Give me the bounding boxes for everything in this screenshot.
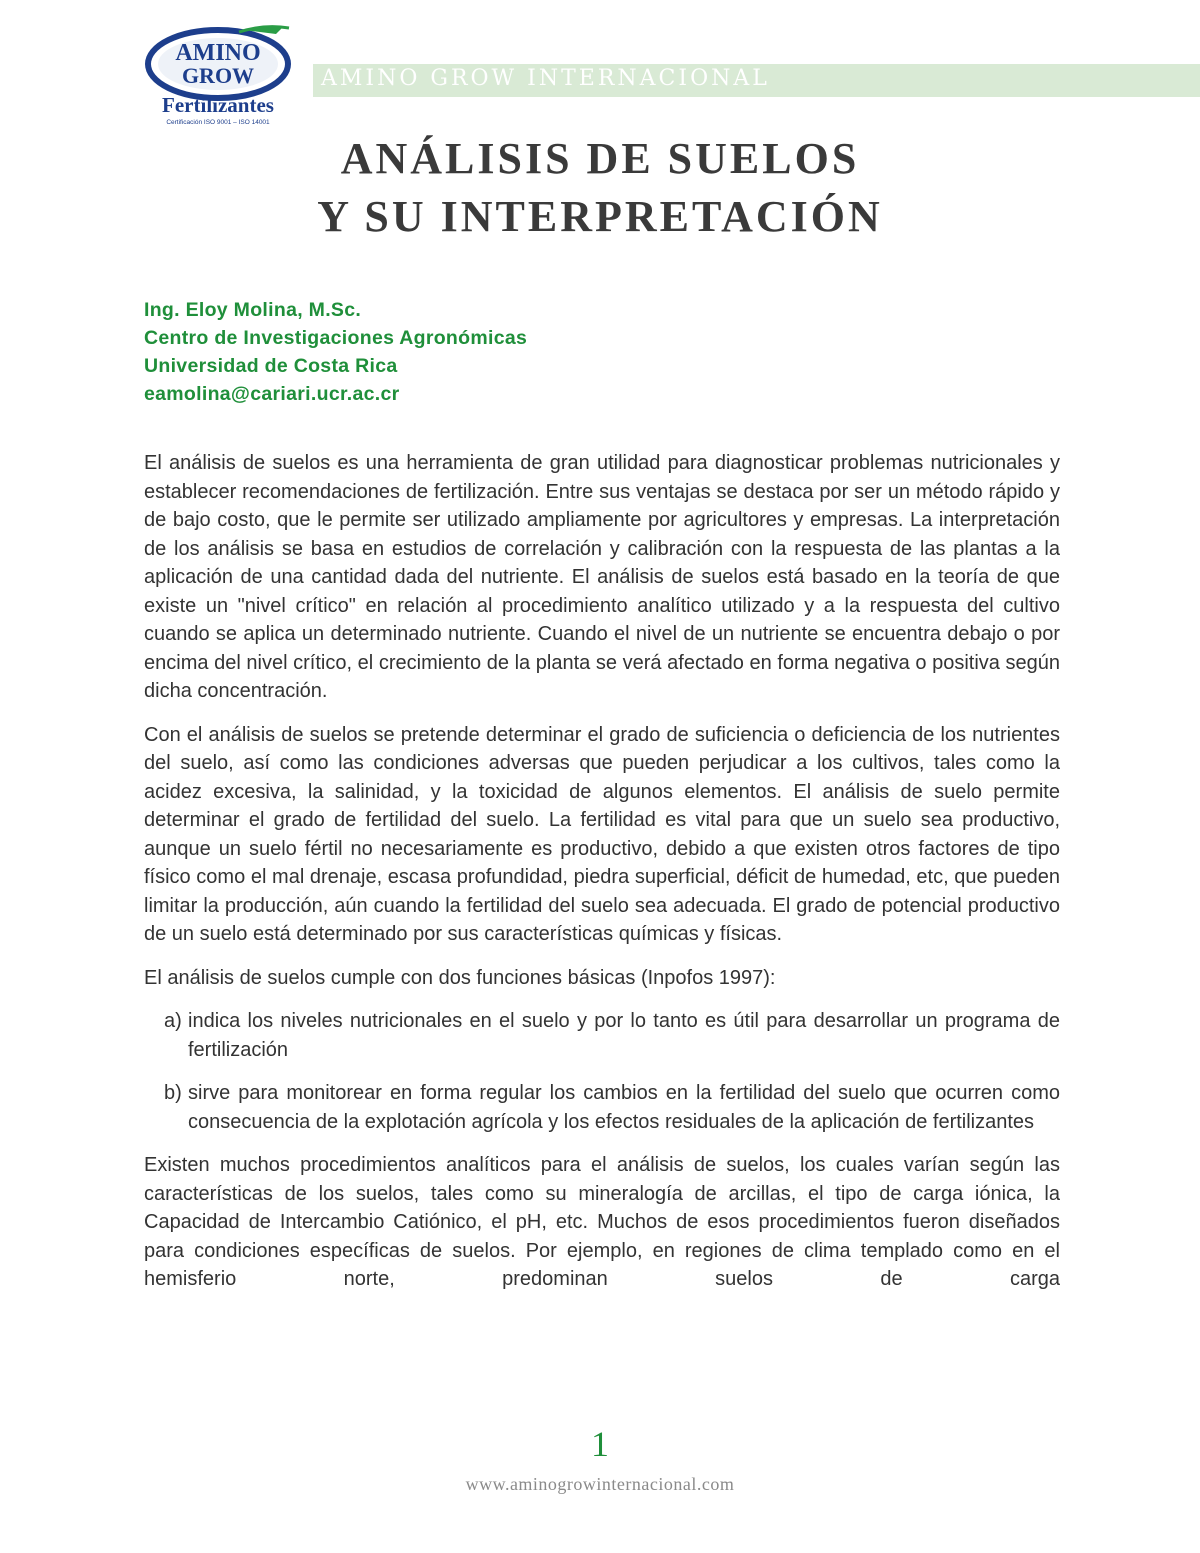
logo-text-bottom: GROW [181,63,255,88]
list-marker: b) [164,1082,182,1104]
author-university: Universidad de Costa Rica [144,355,398,377]
logo-text-top: AMINO [175,40,261,66]
list-text: sirve para monitorear en forma regular los cambios en la fertilidad del suelo que ocurren como consecuencia de la explotación agrícola y los efectos residuales de la aplicación de fertilizantes [188,1082,1060,1133]
author-block [144,296,527,408]
title-line-1: ANÁLISIS DE SUELOS [340,134,860,183]
list-item [144,1007,1060,1064]
title-line-2: Y SU INTERPRETACIÓN [317,192,883,241]
banner-title: AMINO GROW INTERNACIONAL [321,66,770,91]
author-name: Ing. Eloy Molina, M.Sc. [144,299,362,321]
page-number: 1 [591,1424,609,1464]
author-institution: Centro de Investigaciones Agronómicas [144,327,528,349]
paragraph-4: Existen muchos procedimientos analíticos para el análisis de suelos, los cuales varían según las características de los suelos, tales como su mineralogía de arcillas, el tipo de carga iónica, la Capacidad de Intercambio Catiónico, el pH, etc. Muchos de esos procedimientos fueron diseñados para condiciones específicas de suelos. Por ejemplo, en regiones de clima templado como en el hemisferio norte, predominan suelos de carga [144,1154,1060,1290]
list-item [144,1079,1060,1136]
author-email[interactable]: eamolina@cariari.ucr.ac.cr [144,383,400,405]
list-text: indica los niveles nutricionales en el suelo y por lo tanto es útil para desarrollar un programa de fertilización [188,1010,1060,1061]
logo-subtitle: Fertilizantes [162,93,274,117]
logo-tagline: Certificación ISO 9001 – ISO 14001 [166,119,270,126]
list-marker: a) [164,1010,182,1032]
document-title [200,130,1000,246]
document-body [144,449,1060,1309]
paragraph-3: El análisis de suelos cumple con dos funciones básicas (Inpofos 1997): [144,966,776,989]
logo-graphic [144,22,300,132]
paragraph-1: El análisis de suelos es una herramienta de gran utilidad para diagnosticar problemas nutricionales y establecer recomendaciones de fertilización. Entre sus ventajas se destaca por ser un método rápido y de bajo costo, que le permite ser utilizado ampliamente por agricultores y empresas. La interpretación de los análisis se basa en estudios de correlación y calibración con la respuesta de las plantas a la aplicación de una cantidad dada del nutriente. El análisis de suelos está basado en la teoría de que existe un "nivel crítico" en relación al procedimiento analítico utilizado y a la respuesta del cultivo cuando se aplica un determinado nutriente. Cuando el nivel de un nutriente se encuentra debajo o por encima del nivel crítico, el crecimiento de la planta se verá afectado en forma negativa o positiva según dicha concentración. [144,452,1060,702]
company-logo [144,22,300,132]
header-banner [313,64,1200,97]
paragraph-2: Con el análisis de suelos se pretende determinar el grado de suficiencia o deficiencia de los nutrientes del suelo, así como las condiciones adversas que pueden perjudicar a los cultivos, tales como la acidez excesiva, la salinidad, y la toxicidad de algunos elementos. El análisis de suelo permite determinar el grado de fertilidad del suelo. La fertilidad es vital para que un suelo sea productivo, aunque un suelo fértil no necesariamente es productivo, debido a que existen otros factores de tipo físico como el mal drenaje, escasa profundidad, piedra superficial, déficit de humedad, etc, que pueden limitar la producción, aún cuando la fertilidad del suelo sea adecuada. El grado de potencial productivo de un suelo está determinado por sus características químicas y físicas. [144,723,1060,945]
footer-url[interactable]: www.aminogrowinternacional.com [465,1474,735,1494]
